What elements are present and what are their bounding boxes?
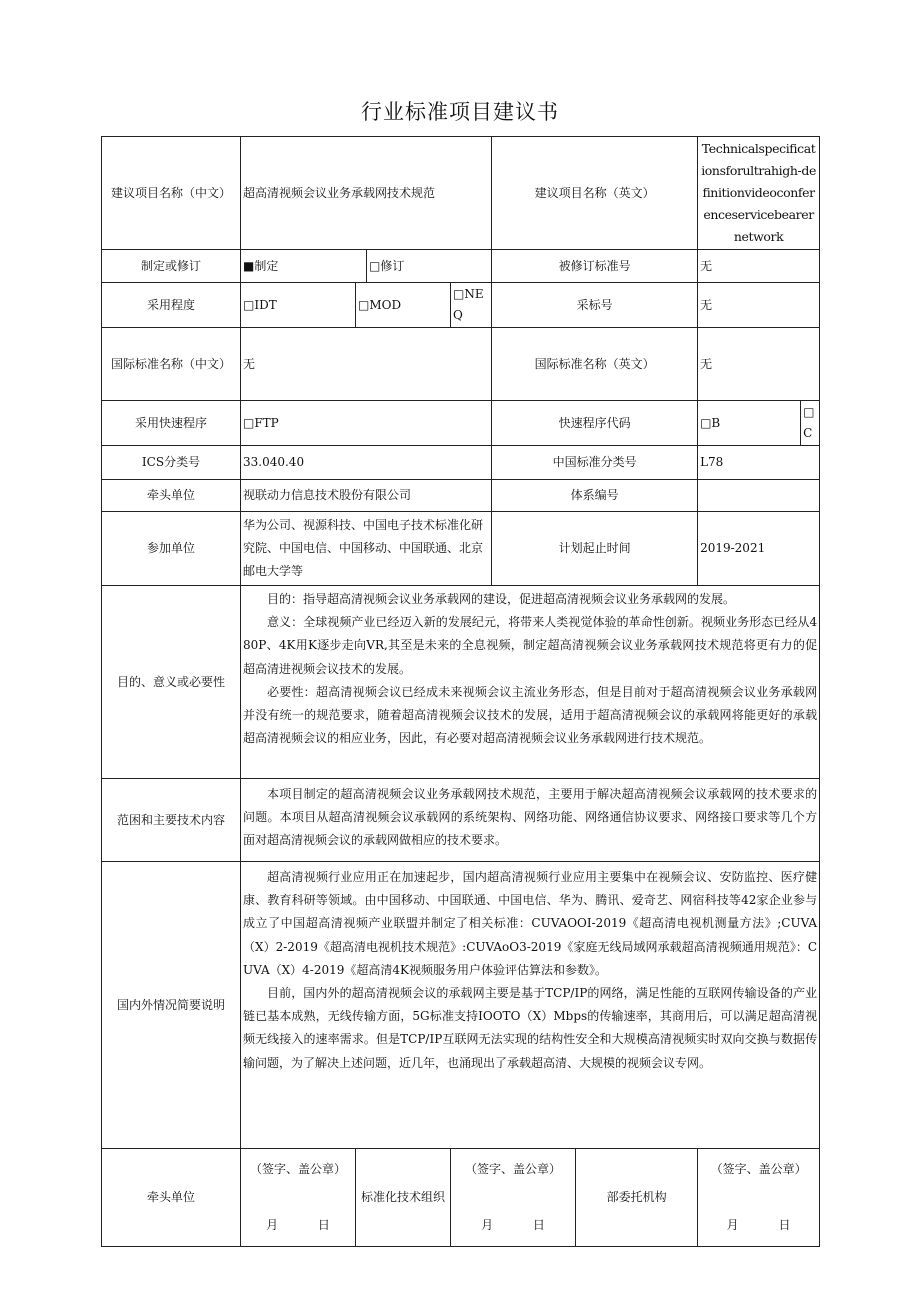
ccs-label: 中国标准分类号: [492, 446, 698, 480]
purpose-label: 目的、意义或必要性: [102, 586, 241, 779]
situation-paragraph: 超高清视频行业应用正在加速起步，国内超高清视频行业应用主要集中在视频会议、安防监控、医疗健康、教育科研等领域。由中国移动、中国联通、中国电信、华为、腾讯、爱奇艺、网宿科技等42家企业参与成立了中国超高清视频产业联盟并制定了相关标准：CUVAOOI-2019《超高清电视机测量方法》;CUVA（X）2-2019《超高清电视机技术规范》:CUVAoO3-2019《家庭无线局域网承载超高清视频通用规范》：CUVA（X）4-2019《超高清4K视频服务用户体验评估算法和参数》。: [243, 870, 818, 977]
ics-label: ICS分类号: [102, 446, 241, 480]
participants-value: 华为公司、视源科技、中国电子技术标准化研究院、中国电信、中国移动、中国联通、北京邮电大学等: [241, 512, 492, 586]
purpose-paragraph: 必要性：超高清视频会议已经成未来视频会议主流业务形态，但是目前对于超高清视频会议业务承载网并没有统一的规范要求，随着超高清视频会议技术的发展，适用于超高清视频会议的承载网将能更好的承载超高清视频会议的相应业务，因此，有必要对超高清视频会议业务承载网进行技术规范。: [243, 684, 818, 746]
intl-cn-value: 无: [241, 328, 492, 401]
situation-paragraph: 目前，国内外的超高清视频会议的承载网主要是基于TCP/IP的网络，满足性能的互联网传输设备的产业链已基本成熟，无线传输方面，5G标准支持IOOTO（X）Mbps的传输速率，其商用后，可以满足超高清视频无线接入的速率需求。但是TCP/IP互联网无法实现的结构性安全和大规模高清视频实时双向交换与数据传输问题，为了解决上述问题，近几年，也涌现出了承载超高清、大规模的视频会议专网。: [243, 986, 818, 1070]
purpose-content: [241, 586, 820, 779]
plan-period-label: 计划起止时间: [492, 512, 698, 586]
sign-org-area[interactable]: [451, 1149, 576, 1247]
purpose-paragraph: 意义：全球视频产业已经迈入新的发展纪元，将带来人类视觉体验的革命性创新。视频业务形态已经从480P、4K用K逐步走向VR,其至是未来的全息视频，制定超高清视频会议业务承载网技术规范将更有力的促超高清进视频会议技术的发展。: [243, 615, 818, 676]
sign-lead-date: 月 日: [266, 1218, 330, 1232]
lead-unit-label: 牵头单位: [102, 480, 241, 512]
sign-ministry-label: 部委托机构: [576, 1149, 698, 1247]
intl-en-value: 无: [698, 328, 820, 401]
revised-std-value: 无: [698, 250, 820, 283]
adopt-degree-label: 采用程度: [102, 283, 241, 328]
sign-ministry-area[interactable]: [698, 1149, 820, 1247]
ccs-value: L78: [698, 446, 820, 480]
lead-unit-value: 视联动力信息技术股份有限公司: [241, 480, 492, 512]
neq-option[interactable]: □NEQ: [451, 283, 492, 328]
sign-ministry-date: 月 日: [726, 1218, 791, 1232]
name-en-label: 建议项目名称（英文）: [492, 137, 698, 250]
revised-std-label: 被修订标准号: [492, 250, 698, 283]
name-en-value: Technicalspecificationsforultrahigh-definitionvideoconferenceservicebearernetwork: [698, 137, 820, 250]
make-or-revise-label: 制定或修订: [102, 250, 241, 283]
c-option[interactable]: □C: [801, 401, 820, 446]
make-option[interactable]: ■制定: [241, 250, 367, 283]
b-option[interactable]: □B: [698, 401, 801, 446]
proposal-form-table: [101, 136, 820, 1247]
ftp-option[interactable]: □FTP: [241, 401, 492, 446]
sign-lead-area[interactable]: [241, 1149, 356, 1247]
name-cn-label: 建议项目名称（中文）: [102, 137, 241, 250]
page-title: 行业标准项目建议书: [361, 100, 559, 124]
intl-en-label: 国际标准名称（英文）: [492, 328, 698, 401]
system-no-value: [698, 480, 820, 512]
revise-option[interactable]: □修订: [367, 250, 492, 283]
purpose-paragraph: 目的：指导超高清视频会议业务承载网的建设，促进超高清视频会议业务承载网的发展。: [267, 592, 736, 606]
sign-org-label: 标准化技术组织: [356, 1149, 451, 1247]
scope-label: 范困和主要技术内容: [102, 779, 241, 862]
sign-lead-label: 牵头单位: [102, 1149, 241, 1247]
participants-label: 参加单位: [102, 512, 241, 586]
mod-option[interactable]: □MOD: [356, 283, 451, 328]
adopt-no-value: 无: [698, 283, 820, 328]
scope-content: [241, 779, 820, 862]
sign-ministry-seal: （签字、盖公章）: [710, 1162, 807, 1176]
sign-org-seal: （签字、盖公章）: [465, 1162, 562, 1176]
adopt-no-label: 采标号: [492, 283, 698, 328]
system-no-label: 体系编号: [492, 480, 698, 512]
situation-content: [241, 862, 820, 1149]
sign-org-date: 月 日: [481, 1218, 545, 1232]
situation-label: 国内外情况简要说明: [102, 862, 241, 1149]
idt-option[interactable]: □IDT: [241, 283, 356, 328]
ics-value: 33.040.40: [241, 446, 492, 480]
scope-paragraph: 本项目制定的超高清视频会议业务承载网技术规范，主要用于解决超高清视频会议承载网的技术要求的问题。本项目从超高清视频会议承载网的系统架构、网络功能、网络通信协议要求、网络接口要求等几个方面对超高清视频会议的承载网做相应的技术要求。: [243, 787, 818, 848]
sign-lead-seal: （签字、盖公章）: [249, 1162, 346, 1176]
fast-code-label: 快速程序代码: [492, 401, 698, 446]
name-cn-value: 超高清视频会议业务承载网技术规范: [241, 137, 492, 250]
intl-cn-label: 国际标准名称（中文）: [102, 328, 241, 401]
plan-period-value: 2019-2021: [698, 512, 820, 586]
fast-proc-label: 采用快速程序: [102, 401, 241, 446]
